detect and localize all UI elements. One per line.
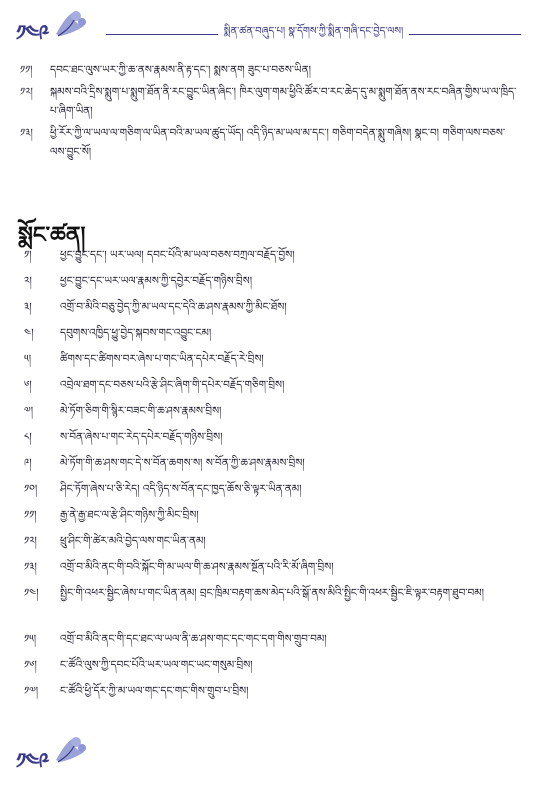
footnote [20,61,520,80]
item-text: འབྲེལ་ཐག་དང་བཅས་པའི་རྩེ་ཤིང་ཞིག་གི་དཔེར་བརྗོད་གཅིག་བྲིས། [60,379,285,391]
list-item [20,272,520,298]
item-number: ༢། [24,275,32,287]
footnote-number: ༡༣། [20,127,33,139]
item-text: ང་ཚོའི་ལུས་ཀྱི་དབང་པོའི་ཡར་ཡལ་གང་ཡང་གསུམ་བྲིས། [60,659,253,671]
divider [106,34,218,35]
list-item [20,584,520,630]
item-number: ༡༤། [24,587,39,599]
footnote-text: དབང་ཐང་ལུས་ཡར་ཀྱི་ཆ་ནས་རྣམས་ནི་རྟ་དང་། སྨས་ནག ཟུང་པ་བཅས་ཡིན། [50,64,311,76]
list-item [20,656,520,682]
flower-ornament-icon [52,732,92,766]
list-item [20,246,520,272]
item-text: མེ་ཏོག་གི་ཆ་ཤས་གང་དེ་ས་བོན་ཆགས་ས། ས་བོན་ཀྱི་ཆ་ཤས་རྣམས་བྲིས། [60,457,305,469]
item-number: ༥། [24,353,32,365]
list-item [20,402,520,428]
item-number: ༡༣། [24,561,37,573]
item-text: ཕྲུ་ཤིང་གི་ཚེར་མའི་བྱེད་ལས་གང་ཡིན་ནམ། [60,535,206,547]
page-header [0,0,535,60]
divider [409,34,521,35]
list-item [20,428,520,454]
list-item [20,376,520,402]
item-text: ཤིང་ཏོག་ཞེས་པ་ཅི་རེད། འདི་ཉིད་ས་བོན་དང་ཁྱད་ཆོས་ཅི་ལྟར་ཡིན་ནམ། [60,483,302,495]
item-text: ཚིགས་དང་ཚིགས་བར་ཞེས་པ་གང་ཡིན་དཔེར་བརྗོད་རེ་བྲིས། [60,353,264,365]
item-text: སྤྱིང་གི་འཕར་སྦྱིང་ཞེས་པ་གང་ཡིན་ནམ། བྲང་ཁྲིམ་བརྟག་ཆས་མེད་པའི་སྒོ་ནས་མིའི་སྤྱིང་གི་འཕར་སྦྱིང་ཇི་ལྟར་བརྟག་ཐུབ་བམ། [60,587,484,599]
item-number: ༩། [24,457,32,469]
item-text: ང་ཚོའི་ཕྱི་དོར་ཀྱི་མ་ཡལ་གང་དང་གང་གིས་གྲུབ་པ་བྲིས། [60,685,249,697]
item-text: ཕྱང་བྱུང་དང་ཡར་ཡལ་རྣམས་ཀྱི་དབྱེར་བརྗོད་གཉིས་བྲིས། [60,275,253,287]
footnote-text: སྐམས་བའི་དྲིས་སྨུག་པ་སྨུག་ཐོན་ནི་རང་བྱུང་ཡིན་ཞིང་། ཁིར་ལུག་གམ་ཕྱིའི་ཚོར་བ་རང་ཆེད་དུ་མ་སྨུག་ཐོན་ནས་རང་བཞིན་གྱིས་ཡ་ལ་ཁྲིད་པ་ཞིག་ཡིན། [50,86,517,117]
list-item [20,480,520,506]
list-item [20,350,520,376]
item-text: འགྲོ་བ་མིའི་ནང་གི་བའི་སྐོང་གི་མ་ཡལ་གི་ཆ་ཤས་རྣམས་སྔོན་པའི་རི་མོ་ཞིག་བྲིས། [60,561,334,573]
footnote [20,83,520,121]
running-title-text: སྨིན་ཚན་བཞུད་པ། སྣ་དོགས་ཀྱི་སྨིན་གཞི་དང་བྱེད་ལས། [223,26,404,37]
item-number: ༨། [24,431,32,443]
list-item [20,454,520,480]
footnotes [20,61,520,165]
item-number: ༡། [24,249,32,261]
item-text: དབུགས་འཁྱིད་ཕྱུ་བྱེད་སྐབས་གང་འབྱུང་ངམ། [60,327,212,339]
item-text: མེ་ཏོག་ཅིག་གི་སྙིར་བཟང་གི་ཆ་ཤས་རྣམས་བྲིས། [60,405,222,417]
footnote-number: ༡༢། [20,86,33,98]
item-number: ༧། [24,405,34,417]
list-item [20,324,520,350]
list-item [20,682,520,708]
item-text: རྒྱ་ནེ་རྒྱ་ཐང་ལ་རྩེ་ཤིང་གཉིས་ཀྱི་མིང་བྲིས། [60,509,199,521]
item-number: ༡༧། [24,685,39,697]
item-text: ཕྱང་བྱུང་དང་། ཡར་ཡལ། དབང་པོའི་མ་ཡལ་བཅས་བཀྲལ་བརྗོད་བྱོས། [60,249,295,261]
list-item [20,506,520,532]
item-number: ༤། [24,327,34,339]
item-number: ༡༦། [24,659,37,671]
list-item [20,298,520,324]
item-text: འགྲོ་བ་མིའི་ནང་གི་དང་ཐང་ལ་ཡལ་ནི་ཆ་ཤས་གང་དང་གང་དག་གིས་གྲུབ་བམ། [60,633,327,645]
item-number: ༦། [24,379,32,391]
flower-ornament-icon [52,6,92,40]
item-number: ༡༡། [24,509,37,521]
footer-page-number: ༡༤༩ [16,748,49,773]
running-title [106,20,521,48]
item-number: ༡༢། [24,535,37,547]
footnote-text: ཕྱི་རོར་ཀྱི་ལ་ཡལ་ལ་གཅིག་ལ་ཡིན་བའི་མ་ཡལ་ཚུད་ཡོད། འདི་ཉིད་མ་ཡལ་མ་དང་། གཅིག་བདེན་སྨུ་གཞིས། སྣང་བ། གཅིག་ལས་བཅས་ལས་བྱུང་སོ། [50,127,506,158]
page-footer [16,732,136,772]
list-item [20,558,520,584]
footnote [20,124,520,162]
list-item [20,532,520,558]
list-item [20,630,520,656]
item-text: འགྲོ་བ་མིའི་བཅུ་བྱེད་ཀྱི་མ་ཡལ་དང་དེའི་ཆ་ཤས་རྣམས་ཀྱི་མིང་ཐོས། [60,301,287,313]
page-number: ༡༤༩ [16,20,49,45]
item-number: ༡༠། [24,483,38,495]
section-title: སྨོང་ཚན། [18,223,86,248]
item-number: ༣། [24,301,32,313]
footnote-number: ༡༡། [20,64,33,76]
exercise-list [20,246,520,708]
item-text: ས་བོན་ཞེས་པ་གང་རེད་དཔེར་བརྗོད་གཉིས་བྲིས། [60,431,223,443]
item-number: ༡༥། [24,633,37,645]
